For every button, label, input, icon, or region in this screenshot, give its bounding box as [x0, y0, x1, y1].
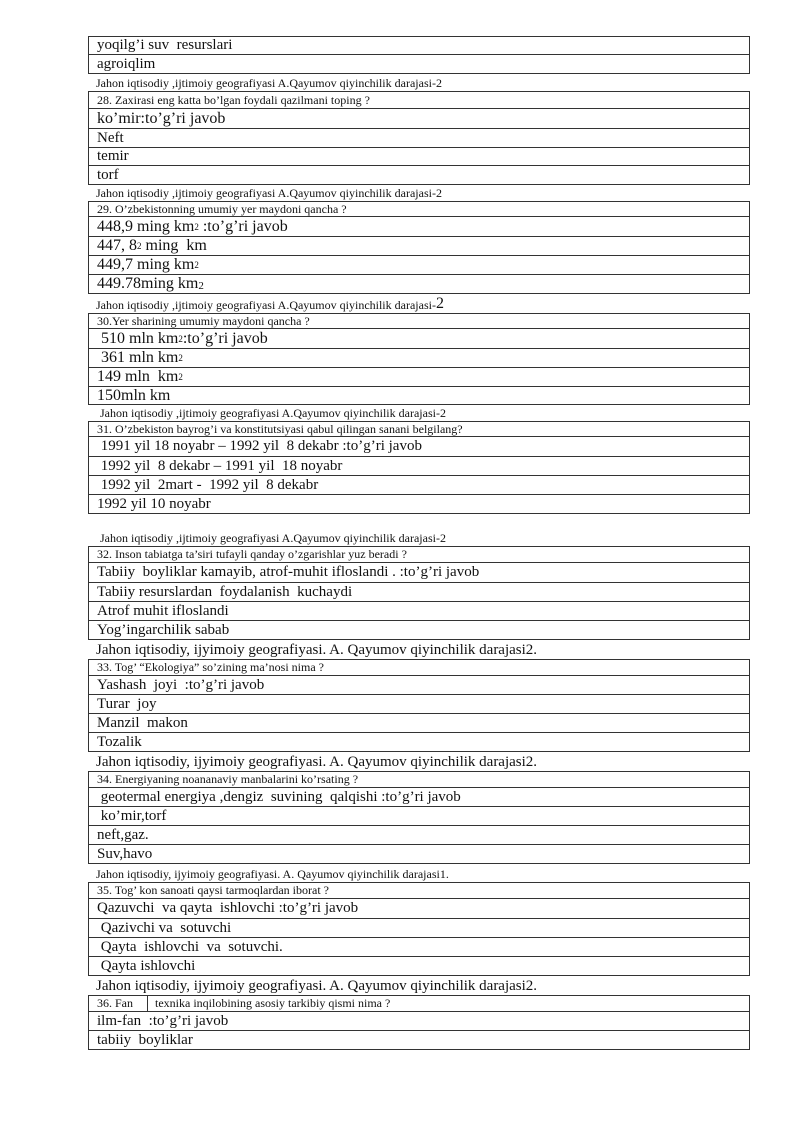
- answer-text: Qayta ishlovchi: [97, 957, 196, 974]
- answer-option[interactable]: [88, 602, 750, 621]
- answer-option[interactable]: [88, 1031, 750, 1050]
- answer-text: agroiqlim: [97, 55, 156, 72]
- superscript-2: 2: [194, 221, 199, 232]
- answer-text: geotermal energiya ,dengiz suvining qalqishi :to’g’ri javob: [97, 788, 461, 805]
- answer-option[interactable]: [88, 387, 750, 405]
- answer-text: Yashash joyi :to’g’ri javob: [97, 676, 265, 693]
- question-text: texnika inqilobining asosiy tarkibiy qismi nima ?: [155, 996, 391, 1010]
- source-header-text: Jahon iqtisodiy, ijyimoiy geografiyasi. A. Qayumov qiyinchilik darajasi2.: [96, 754, 538, 770]
- answer-tail: :to’g’ri javob: [182, 329, 268, 347]
- answer-text-wrap: [97, 695, 156, 713]
- answer-text-wrap: [97, 368, 183, 386]
- answer-text: 449,7 ming km: [97, 256, 195, 273]
- answer-text: Manzil makon: [97, 714, 188, 731]
- answer-text: 1992 yil 10 noyabr: [97, 495, 211, 512]
- answer-text: Tozalik: [97, 733, 142, 750]
- answer-text: Qazuvchi va qayta ishlovchi :to’g’ri javob: [97, 900, 359, 916]
- answer-text-wrap: [97, 129, 124, 147]
- answer-text: 1992 yil 8 dekabr – 1991 yil 18 noyabr: [97, 457, 343, 474]
- answer-text-wrap: [97, 437, 422, 456]
- answer-text: Tabiiy boyliklar kamayib, atrof-muhit ifloslandi . :to’g’ri javob: [97, 564, 480, 580]
- answer-option[interactable]: [88, 457, 750, 476]
- answer-text: ko’mir,torf: [97, 807, 167, 824]
- answer-option[interactable]: [88, 275, 750, 294]
- answer-text-wrap: [97, 919, 231, 937]
- answer-option[interactable]: [88, 368, 750, 387]
- answer-text-wrap: [97, 166, 119, 184]
- question-text: 28. Zaxirasi eng katta bo’lgan foydali qazilmani toping ?: [97, 92, 370, 107]
- answer-text: temir: [97, 148, 129, 164]
- source-header-text: Jahon iqtisodiy, ijyimoiy geografiyasi. A. Qayumov qiyinchilik darajasi2.: [96, 978, 538, 994]
- answer-option-correct[interactable]: [88, 899, 750, 919]
- question-row: [88, 995, 750, 1012]
- answer-text: yoqilg’i suv resurslari: [97, 37, 233, 53]
- answer-text: 361 mln km: [97, 349, 179, 366]
- source-header: [96, 295, 750, 313]
- answer-text-wrap: [97, 807, 166, 825]
- answer-option[interactable]: [88, 957, 750, 976]
- answer-text-wrap: [97, 676, 264, 694]
- answer-text-wrap: [97, 109, 225, 128]
- source-header-level: 2: [435, 295, 444, 312]
- answer-text-wrap: [97, 55, 155, 73]
- answer-option[interactable]: [88, 826, 750, 845]
- answer-text: Suv,havo: [97, 845, 153, 862]
- question-text: 31. O’zbekiston bayrog’i va konstitutsiyasi qabul qilingan sanani belgilang?: [97, 421, 463, 436]
- answer-option[interactable]: [88, 938, 750, 957]
- answer-text-wrap: [97, 148, 129, 165]
- answer-text-wrap: [97, 457, 342, 475]
- question-row: [88, 201, 750, 217]
- answer-text: 449.78ming km: [97, 275, 199, 292]
- answer-option-correct[interactable]: [88, 788, 750, 807]
- answer-text: 150mln km: [97, 387, 171, 404]
- answer-text-wrap: [97, 714, 188, 732]
- question-text: 33. Tog’ “Ekologiya” so’zining ma’nosi nima ?: [97, 660, 324, 674]
- answer-text-wrap: [97, 495, 211, 513]
- source-header: [100, 405, 750, 421]
- answer-option[interactable]: [88, 55, 750, 74]
- answer-option[interactable]: [88, 237, 750, 256]
- answer-text-wrap: [97, 583, 352, 601]
- question-row: [88, 91, 750, 109]
- answer-text-wrap: [97, 275, 204, 293]
- answer-text: neft,gaz.: [97, 826, 149, 843]
- answer-option-correct[interactable]: [88, 563, 750, 583]
- answer-tail: ming km: [141, 237, 207, 254]
- answer-text: 510 mln km: [97, 329, 179, 347]
- answer-option[interactable]: [88, 256, 750, 275]
- answer-text-wrap: [97, 788, 461, 806]
- superscript-2: 2: [194, 260, 199, 270]
- answer-option-correct[interactable]: [88, 217, 750, 237]
- answer-option[interactable]: [88, 476, 750, 495]
- answer-text-wrap: [97, 938, 283, 956]
- answer-option-correct[interactable]: [88, 329, 750, 349]
- answer-text-wrap: [97, 1012, 228, 1030]
- answer-text-wrap: [97, 563, 479, 582]
- answer-text: Yog’ingarchilik sabab: [97, 621, 230, 638]
- question-number: 36. Fan: [97, 996, 133, 1010]
- question-row: [88, 882, 750, 899]
- answer-option[interactable]: [88, 129, 750, 148]
- question-row: [88, 659, 750, 676]
- source-header: [96, 186, 750, 201]
- answer-text: ko’mir:to’g’ri javob: [97, 109, 226, 127]
- answer-text-wrap: [97, 899, 358, 918]
- source-header: [96, 976, 750, 995]
- answer-text: Neft: [97, 129, 124, 146]
- answer-option[interactable]: [88, 919, 750, 938]
- answer-text: Qazivchi va sotuvchi: [97, 919, 232, 936]
- superscript-2: 2: [137, 241, 142, 251]
- answer-text-wrap: [97, 621, 229, 639]
- answer-text: Atrof muhit ifloslandi: [97, 602, 229, 619]
- answer-text-wrap: [97, 237, 207, 255]
- answer-text-wrap: [97, 733, 142, 751]
- answer-option[interactable]: [88, 166, 750, 185]
- answer-option[interactable]: [88, 714, 750, 733]
- answer-text-wrap: [97, 387, 170, 404]
- answer-option[interactable]: [88, 807, 750, 826]
- source-header: [96, 865, 750, 882]
- answer-text-wrap: [97, 957, 195, 975]
- question-row: [88, 313, 750, 329]
- answer-option[interactable]: [88, 621, 750, 640]
- subscript-2: 2: [198, 280, 204, 292]
- answer-option[interactable]: [88, 583, 750, 602]
- source-header: [96, 640, 750, 659]
- question-text: 34. Energiyaning noananaviy manbalarini ko’rsating ?: [97, 772, 359, 786]
- answer-option-correct[interactable]: [88, 437, 750, 457]
- source-header-text: Jahon iqtisodiy ,ijtimoiy geografiyasi A.Qayumov qiyinchilik darajasi-: [96, 298, 436, 312]
- source-header: [100, 530, 750, 546]
- cell-divider: [147, 996, 148, 1011]
- source-header: [96, 752, 750, 771]
- superscript-2: 2: [178, 333, 183, 344]
- answer-text-wrap: [97, 602, 229, 620]
- question-text: 30.Yer sharining umumiy maydoni qancha ?: [97, 313, 310, 328]
- answer-text-wrap: [97, 37, 232, 54]
- source-header-text: Jahon iqtisodiy, ijyimoiy geografiyasi. A. Qayumov qiyinchilik darajasi2.: [96, 642, 538, 658]
- answer-text: torf: [97, 166, 119, 183]
- answer-text-wrap: [97, 217, 288, 236]
- answer-text: ilm-fan :to’g’ri javob: [97, 1012, 229, 1029]
- answer-option[interactable]: [88, 733, 750, 752]
- source-header-text: Jahon iqtisodiy ,ijtimoiy geografiyasi A.Qayumov qiyinchilik darajasi-2: [100, 531, 446, 545]
- answer-text-wrap: [97, 845, 152, 863]
- source-header-text: Jahon iqtisodiy, ijyimoiy geografiyasi. A. Qayumov qiyinchilik darajasi1.: [96, 867, 449, 881]
- answer-text-wrap: [97, 826, 149, 844]
- answer-option-correct[interactable]: [88, 1012, 750, 1031]
- answer-text-wrap: [97, 329, 268, 348]
- answer-text: 1992 yil 2mart - 1992 yil 8 dekabr: [97, 476, 319, 493]
- source-header-text: Jahon iqtisodiy ,ijtimoiy geografiyasi A.Qayumov qiyinchilik darajasi-2: [96, 186, 442, 200]
- answer-option[interactable]: [88, 36, 750, 55]
- question-row: [88, 771, 750, 788]
- answer-text: Tabiiy resurslardan foydalanish kuchaydi: [97, 583, 353, 600]
- source-header-text: Jahon iqtisodiy ,ijtimoiy geografiyasi A.Qayumov qiyinchilik darajasi-2: [96, 76, 442, 90]
- answer-tail: :to’g’ri javob: [198, 217, 288, 235]
- answer-option[interactable]: [88, 695, 750, 714]
- superscript-2: 2: [178, 353, 183, 363]
- answer-text-wrap: [97, 476, 318, 494]
- superscript-2: 2: [178, 372, 183, 382]
- question-text: 32. Inson tabiatga ta’siri tufayli qanday o’zgarishlar yuz beradi ?: [97, 547, 407, 561]
- answer-text: Turar joy: [97, 695, 157, 712]
- answer-option[interactable]: [88, 349, 750, 368]
- answer-option[interactable]: [88, 845, 750, 864]
- answer-text: 448,9 ming km: [97, 217, 195, 235]
- source-header-text: Jahon iqtisodiy ,ijtimoiy geografiyasi A.Qayumov qiyinchilik darajasi-2: [100, 406, 446, 420]
- answer-text: 1991 yil 18 noyabr – 1992 yil 8 dekabr :to’g’ri javob: [97, 438, 422, 454]
- answer-option[interactable]: [88, 148, 750, 166]
- answer-text: 149 mln km: [97, 368, 179, 385]
- answer-text: tabiiy boyliklar: [97, 1031, 193, 1048]
- answer-option-correct[interactable]: [88, 109, 750, 129]
- question-text: 35. Tog’ kon sanoati qaysi tarmoqlardan iborat ?: [97, 883, 329, 897]
- answer-text: 447, 8: [97, 237, 137, 254]
- answer-text: Qayta ishlovchi va sotuvchi.: [97, 938, 283, 955]
- answer-option[interactable]: [88, 495, 750, 514]
- answer-text-wrap: [97, 349, 183, 367]
- question-text: 29. O’zbekistonning umumiy yer maydoni qancha ?: [97, 201, 347, 216]
- question-row: [88, 421, 750, 437]
- answer-option-correct[interactable]: [88, 676, 750, 695]
- answer-text-wrap: [97, 1031, 193, 1049]
- answer-text-wrap: [97, 256, 199, 274]
- source-header: [96, 75, 750, 91]
- question-row: [88, 546, 750, 563]
